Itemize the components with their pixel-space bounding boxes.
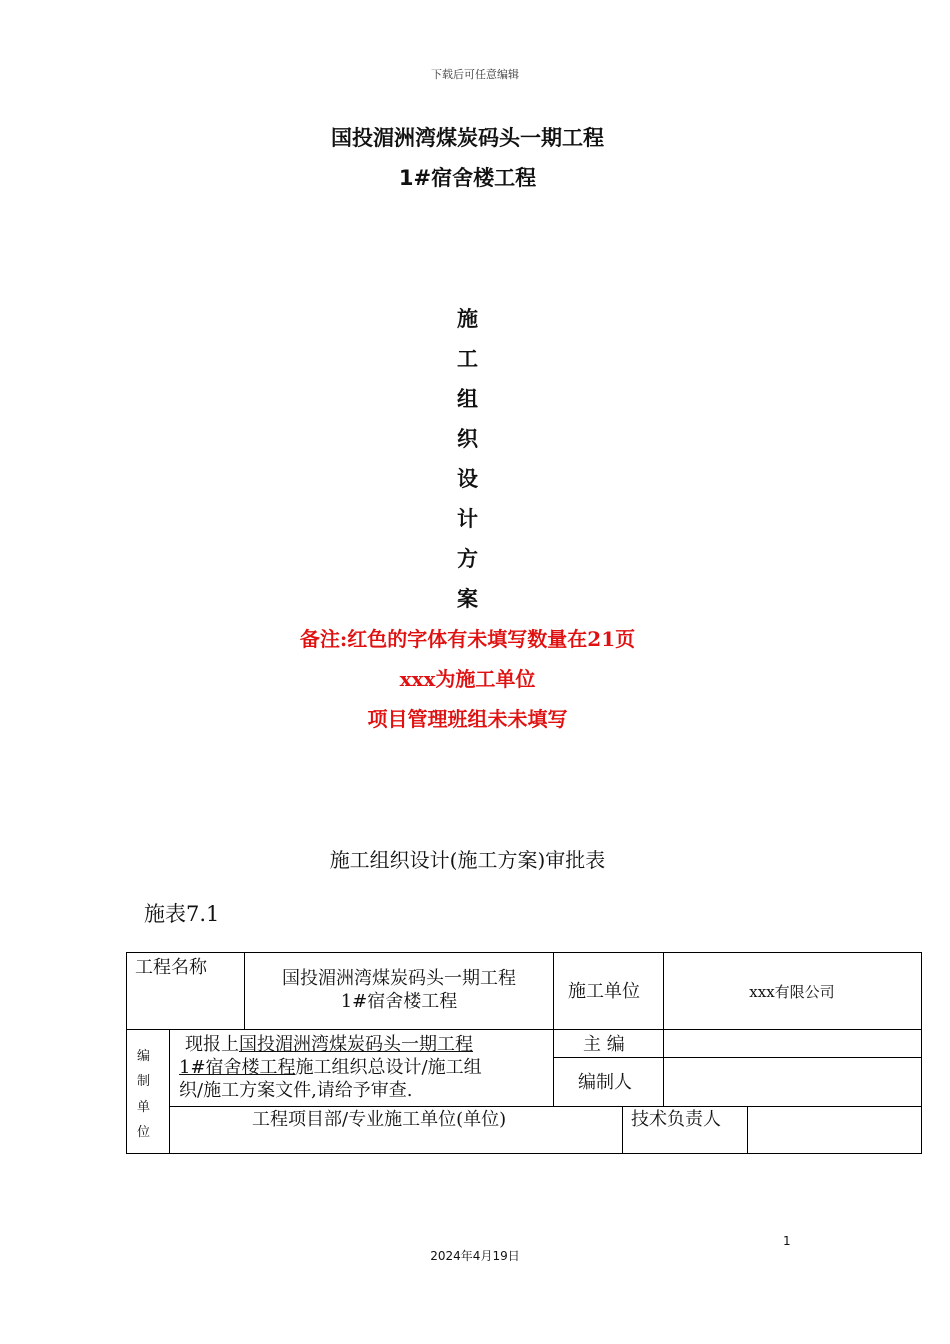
org-label-char: 单 [137,1100,151,1115]
red-note-1: 备注:红色的字体有未填写数量在21页 [299,627,636,651]
contractor-label: 施工单位 [568,981,640,1002]
red-note-2: xxx为施工单位 [399,667,536,691]
submission-project-line1: 国投湄洲湾煤炭码头一期工程 [239,1034,473,1055]
tech-lead-label: 技术负责人 [631,1109,721,1130]
org-label-char: 位 [137,1125,151,1140]
contractor-value: xxx有限公司 [749,983,835,1001]
submission-prefix: 现报上 [185,1034,239,1055]
header-note: 下载后可任意编辑 [431,68,519,81]
submission-suffix: 施工组织总设计/施工组 [295,1057,482,1078]
page-number: 1 [783,1234,791,1248]
vertical-title-char: 织 [457,427,478,451]
vertical-title-char: 案 [457,587,478,611]
footer-date: 2024年4月19日 [430,1249,520,1263]
chief-editor-label: 主 编 [583,1034,625,1055]
project-name-line2: 1#宿舍楼工程 [340,991,458,1012]
vertical-title-char: 工 [457,347,478,371]
document-title-line1: 国投湄洲湾煤炭码头一期工程 [331,126,604,150]
document-title-line2: 1#宿舍楼工程 [398,166,537,190]
vertical-title-char: 计 [457,507,478,531]
editor-label: 编制人 [578,1072,632,1093]
red-note-3: 项目管理班组未未填写 [367,707,568,731]
org-label-char: 编 [137,1049,151,1064]
form-code: 施表7.1 [144,902,220,926]
vertical-title-char: 方 [457,547,478,571]
form-title: 施工组织设计(施工方案)审批表 [329,848,606,872]
project-name-label: 工程名称 [135,957,207,978]
project-name-value [244,967,554,1013]
dept-label: 工程项目部/专业施工单位(单位) [252,1109,507,1130]
submission-line1 [179,1033,551,1056]
submission-line2 [179,1056,551,1079]
submission-project-line2: 1#宿舍楼工程 [179,1057,296,1078]
vertical-title-char: 施 [457,307,478,331]
project-name-line1: 国投湄洲湾煤炭码头一期工程 [282,968,516,989]
vertical-title-char: 组 [457,387,478,411]
submission-line3: 织/施工方案文件,请给予审查. [179,1080,413,1101]
org-label-char: 制 [137,1074,151,1089]
submission-text [179,1033,551,1102]
vertical-title-char: 设 [457,467,478,491]
